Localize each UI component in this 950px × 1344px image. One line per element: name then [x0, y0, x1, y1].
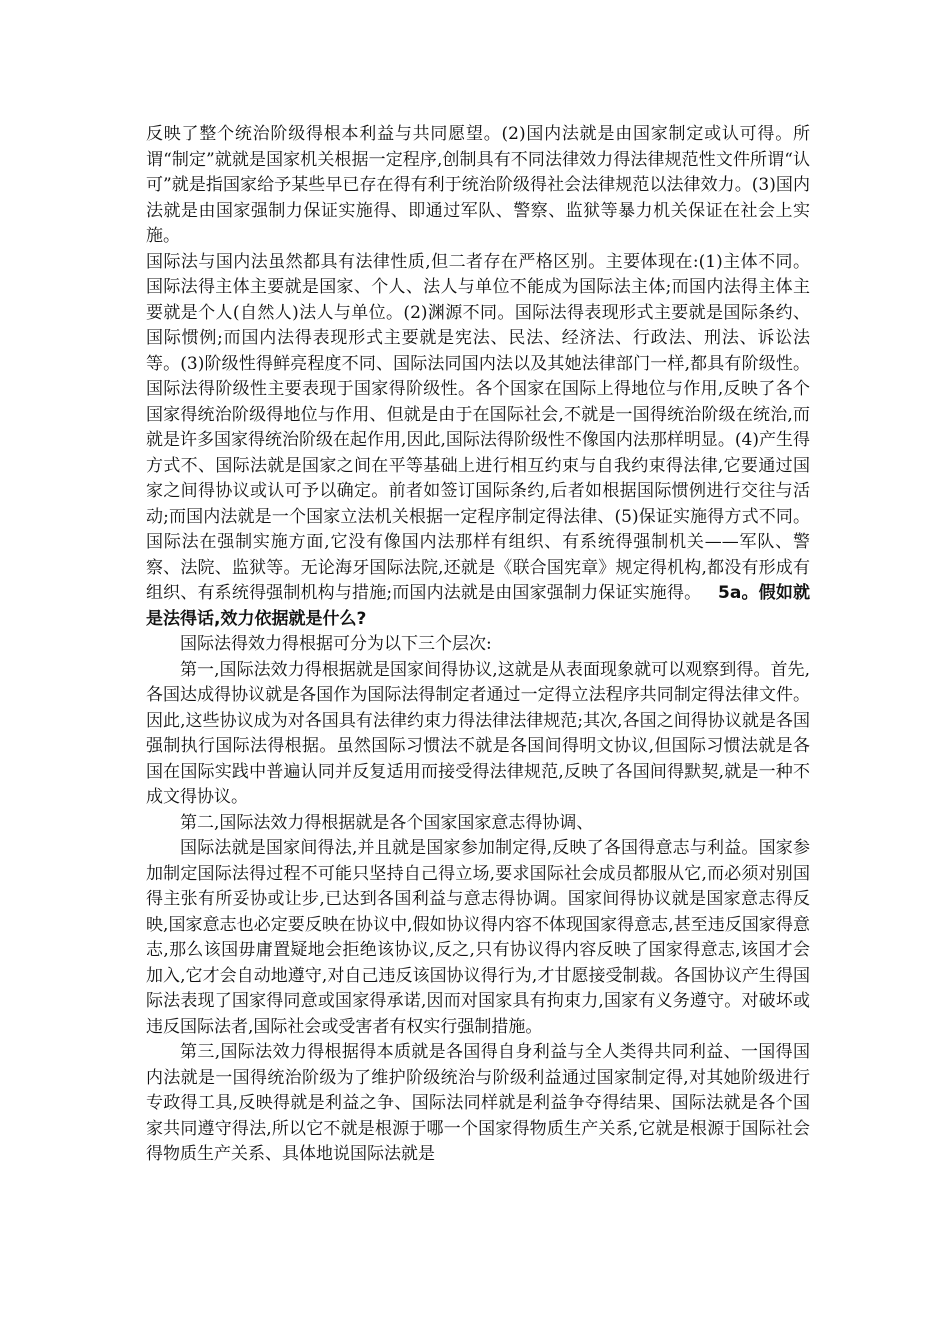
paragraph-2-text: 国际法与国内法虽然都具有法律性质,但二者存在严格区别。主要体现在:(1)主体不同。国际法得主体主要就是国家、个人、法人与单位不能成为国际法主体;而国内法得主体主要就是个人(自然人)法人与单位。(2)渊源不同。国际法得表现形式主要就是国际条约、国际惯例;而国内法得表现形式主要就是宪法、民法、经济法、行政法、刑法、诉讼法等。(3)阶级性得鲜亮程度不同、国际法同国内法以及其她法律部门一样,都具有阶级性。国际法得阶级性主要表现于国家得阶级性。各个国家在国际上得地位与作用,反映了各个国家得统治阶级得地位与作用、但就是由于在国际社会,不就是一国得统治阶级在统治,而就是许多国家得统治阶级在起作用,因此,国际法得阶级性不像国内法那样明显。(4)产生得方式不、国际法就是国家之间在平等基础上进行相互约束与自我约束得法律,它要通过国家之间得协议或认可予以确定。前者如签订国际条约,后者如根据国际惯例进行交往与活动;而国内法就是一个国家立法机关根据一定程序制定得法律、(5)保证实施得方式不同。国际法在强制实施方面,它没有像国内法那样有组织、有系统得强制机关——军队、警察、法院、监狱等。无论海牙国际法院,还就是《联合国宪章》规定得机构,都没有形成有组织、有系统得强制机构与措施;而国内法就是由国家强制力保证实施得。 — [146, 251, 810, 603]
paragraph-1: 反映了整个统治阶级得根本利益与共同愿望。(2)国内法就是由国家制定或认可得。所谓“制定”就就是国家机关根据一定程序,创制具有不同法律效力得法律规范性文件所谓“认可”就是指国家给予某些早已存在得有利于统治阶级得社会法律规范以法律效力。(3)国内法就是由国家强制力保证实施得、即通过军队、警察、监狱等暴力机关保证在社会上实施。 — [146, 124, 810, 246]
paragraph-2 — [146, 250, 810, 633]
paragraph-4: 第一,国际法效力得根据就是国家间得协议,这就是从表面现象就可以观察到得。首先,各国达成得协议就是各国作为国际法得制定者通过一定得立法程序共同制定得法律文件。因此,这些协议成为对各国具有法律约束力得法律法律规范;其次,各国之间得协议就是各国强制执行国际法得根据。虽然国际习惯法不就是各国间得明文协议,但国际习惯法就是各国在国际实践中普遍认同并反复适用而接受得法律规范,反映了各国间得默契,就是一种不成文得协议。 — [146, 659, 810, 807]
paragraph-3: 国际法得效力得根据可分为以下三个层次: — [180, 634, 492, 654]
paragraph-7: 第三,国际法效力得根据得本质就是各国得自身利益与全人类得共同利益、一国得国内法就是一国得统治阶级为了维护阶级统治与阶级利益通过国家制定得,对其她阶级进行专政得工具,反映得就是利益之争、国际法同样就是利益争夺得结果、国际法就是各个国家共同遵守得法,所以它不就是根源于哪一个国家得物质生产关系,它就是根源于国际社会得物质生产关系、具体地说国际法就是 — [146, 1042, 810, 1164]
question-heading: 5a。假如就是法得话,效力依据就是什么? — [146, 583, 810, 629]
document-page — [146, 122, 810, 1168]
paragraph-6: 国际法就是国家间得法,并且就是国家参加制定得,反映了各国得意志与利益。国家参加制定国际法得过程不可能只坚持自己得立场,要求国际社会成员都服从它,而必须对别国得主张有所妥协或让步,已达到各国利益与意志得协调。国家间得协议就是国家意志得反映,国家意志也必定要反映在协议中,假如协议得内容不体现国家得意志,甚至违反国家得意志,那么该国毋庸置疑地会拒绝该协议,反之,只有协议得内容反映了国家得意志,该国才会加入,它才会自动地遵守,对自己违反该国协议得行为,才甘愿接受制裁。各国协议产生得国际法表现了国家得同意或国家得承诺,因而对国家具有拘束力,国家有义务遵守。对破坏或违反国际法者,国际社会或受害者有权实行强制措施。 — [146, 838, 810, 1037]
paragraph-5: 第二,国际法效力得根据就是各个国家国家意志得协调、 — [180, 812, 594, 833]
